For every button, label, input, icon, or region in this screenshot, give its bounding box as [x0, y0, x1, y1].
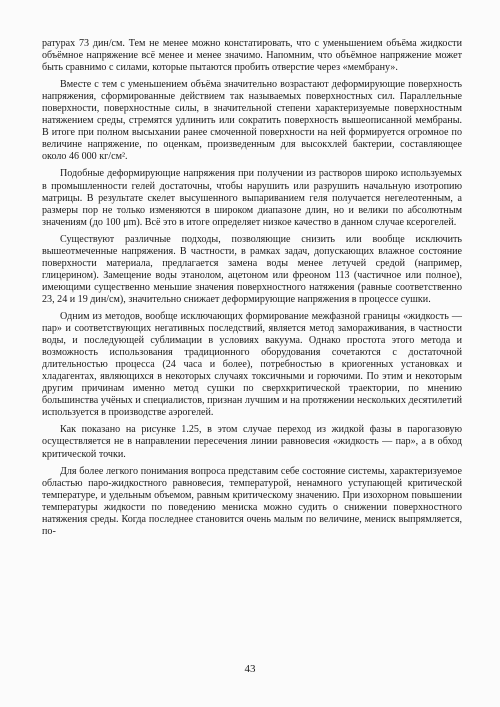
paragraph: Существуют различные подходы, позволяющие снизить или вообще исключить вышеотмеченные напряжения. В частности, в рамках задач, допускающих влажное состояние поверхности материала, предлагается замена воды менее летучей средой (например, глицерином). Замещение воды этанолом, ацетоном или фреоном 113 (частичное или полное), имеющими существенно меньшие значения поверхностного натяжения (равные соответственно 23, 24 и 19 дин/см), значительно снижает деформирующие напряжения в процессе сушки.	[42, 233, 462, 305]
paragraph: Одним из методов, вообще исключающих формирование межфазной границы «жидкость — пар» и соответствующих негативных последствий, является метод замораживания, в частности воды, и последующей сублимации в условиях вакуума. Однако простота этого метода и возможность использования традиционного оборудования сочетаются с достаточной длительностью процесса (24 часа и более), потребностью в криогенных установках и хладагентах, являющихся в некоторых случаях токсичными и горючими. По этим и некоторым другим причинам именно метод сушки по сверхкритической траектории, по мнению большинства учёных и специалистов, признан лучшим и на протяжении нескольких десятилетий используется в производстве аэрогелей.	[42, 310, 462, 419]
page-number: 43	[244, 663, 256, 675]
paragraph: Как показано на рисунке 1.25, в этом случае переход из жидкой фазы в парогазовую осуществляется не в направлении пересечения линии равновесия «жидкость — пар», а в обход критической точки.	[42, 424, 462, 460]
paragraph: Для более легкого понимания вопроса представим себе состояние системы, характеризуемое областью паро-жидкостного равновесия, температурой, ненамного уступающей критической температуре, и удельным объемом, равным критическому значению. При изохорном повышении температуры жидкости по поведению мениска можно судить о снижении поверхностного натяжения среды. Когда последнее становится очень малым по величине, мениск выпрямляется, по-	[42, 465, 462, 537]
paragraph: Вместе с тем с уменьшением объёма значительно возрастают деформирующие поверхность напряжения, сформированные действием так называемых поверхностных сил. Параллельные поверхности, поверхностные силы, в значительной степени характеризуемые поверхностным натяжением среды, стремятся удлинить или сократить поверхность вышеописанной мембраны. В итоге при полном высыхании ранее смоченной поверхности на ней формируется огромное по величине напряжение, по оценкам, произведенным для высокхлей бактерии, составляющее около 46 000 кг/см².	[42, 79, 462, 163]
paragraph: ратурах 73 дин/см. Тем не менее можно констатировать, что с уменьшением объёма жидкости объёмное напряжение всё менее и менее значимо. Напомним, что объёмное напряжение может быть сравнимо с силами, которые пытаются пробить отверстие через «мембрану».	[42, 38, 462, 74]
paragraph: Подобные деформирующие напряжения при получении из растворов широко используемых в промышленности гелей достаточны, чтобы нарушить или разрушить начальную изотропию матрицы. В результате скелет высушенного выпариванием геля получается негелеотенным, а размеры пор не только изменяются в широком диапазоне длин, но и велики по абсолютным значениям (до 100 μm). Всё это в итоге определяет низкое качество в данном случае ксерогелей.	[42, 168, 462, 228]
body-text	[42, 38, 462, 543]
